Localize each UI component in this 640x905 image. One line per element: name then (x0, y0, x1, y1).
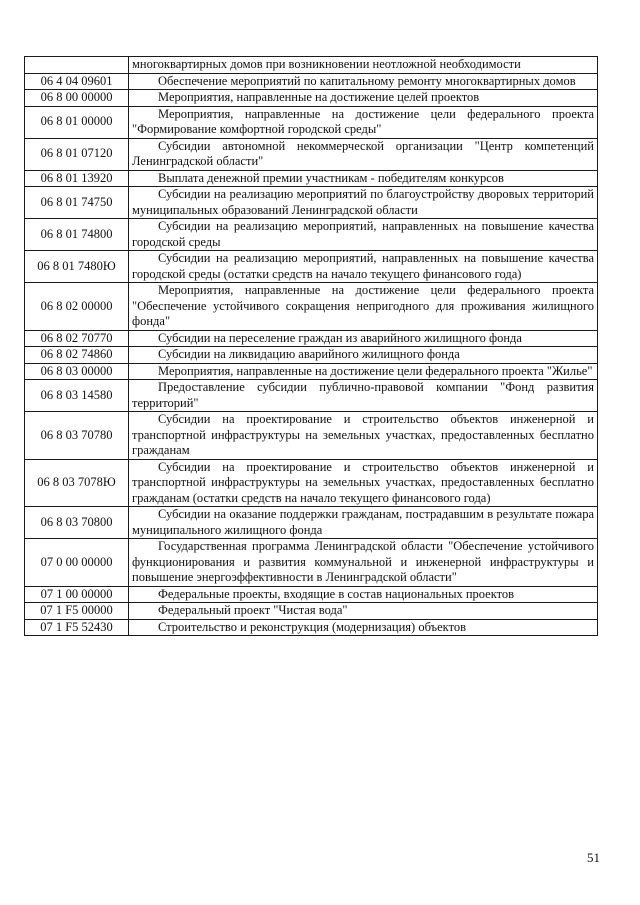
row-description: Строительство и реконструкция (модернизация) объектов (129, 619, 598, 636)
table-row (25, 603, 598, 620)
classification-code: 06 4 04 09601 (25, 73, 129, 90)
row-description: Федеральный проект "Чистая вода" (129, 603, 598, 620)
row-description: Субсидии на переселение граждан из аварийного жилищного фонда (129, 330, 598, 347)
row-description: Субсидии на проектирование и строительство объектов инженерной и транспортной инфраструктуры на земельных участках, предоставленных бесплатно гражданам (129, 412, 598, 460)
table-row (25, 619, 598, 636)
classification-code: 06 8 02 00000 (25, 283, 129, 331)
row-description: Субсидии на реализацию мероприятий по благоустройству дворовых территорий муниципальных образований Ленинградской области (129, 187, 598, 219)
row-description: Субсидии на реализацию мероприятий, направленных на повышение качества городской среды (129, 219, 598, 251)
table-row (25, 363, 598, 380)
classification-code (25, 57, 129, 74)
classification-code: 06 8 03 7078Ю (25, 459, 129, 507)
budget-classification-table (24, 56, 598, 636)
row-description: Субсидии на реализацию мероприятий, направленных на повышение качества городской среды (остатки средств на начало текущего финансового года) (129, 251, 598, 283)
table-row (25, 507, 598, 539)
row-description: Обеспечение мероприятий по капитальному ремонту многоквартирных домов (129, 73, 598, 90)
classification-code: 06 8 01 07120 (25, 138, 129, 170)
table-row (25, 187, 598, 219)
row-description: Мероприятия, направленные на достижение цели федерального проекта "Формирование комфортной городской среды" (129, 106, 598, 138)
table-row (25, 57, 598, 74)
table-row (25, 138, 598, 170)
classification-code: 07 1 F5 00000 (25, 603, 129, 620)
table-row (25, 347, 598, 364)
table-body (25, 57, 598, 636)
table-row (25, 330, 598, 347)
classification-code: 07 1 F5 52430 (25, 619, 129, 636)
page-number: 51 (587, 850, 600, 865)
table-row (25, 106, 598, 138)
classification-code: 06 8 03 70800 (25, 507, 129, 539)
row-description: Предоставление субсидии публично-правовой компании "Фонд развития территорий" (129, 380, 598, 412)
table-row (25, 170, 598, 187)
table-row (25, 412, 598, 460)
row-description: Субсидии на оказание поддержки гражданам, пострадавшим в результате пожара муниципального жилищного фонда (129, 507, 598, 539)
table-row (25, 73, 598, 90)
classification-code: 06 8 03 14580 (25, 380, 129, 412)
row-description: Субсидии на проектирование и строительство объектов инженерной и транспортной инфраструктуры на земельных участках, предоставленных бесплатно гражданам (остатки средств на начало текущего финансового года) (129, 459, 598, 507)
row-description: Мероприятия, направленные на достижение целей проектов (129, 90, 598, 107)
classification-code: 06 8 02 74860 (25, 347, 129, 364)
classification-code: 06 8 02 70770 (25, 330, 129, 347)
classification-code: 06 8 01 74800 (25, 219, 129, 251)
row-description: Федеральные проекты, входящие в состав национальных проектов (129, 586, 598, 603)
table-row (25, 90, 598, 107)
row-description: Мероприятия, направленные на достижение цели федерального проекта "Обеспечение устойчивого сокращения непригодного для проживания жилищного фонда" (129, 283, 598, 331)
table-row (25, 586, 598, 603)
table-row (25, 539, 598, 587)
table-row (25, 219, 598, 251)
table-row (25, 380, 598, 412)
classification-code: 06 8 03 70780 (25, 412, 129, 460)
classification-code: 06 8 03 00000 (25, 363, 129, 380)
row-description: Выплата денежной премии участникам - победителям конкурсов (129, 170, 598, 187)
classification-code: 07 0 00 00000 (25, 539, 129, 587)
classification-code: 06 8 01 00000 (25, 106, 129, 138)
row-description: Государственная программа Ленинградской области "Обеспечение устойчивого функционирования и развития коммунальной и инженерной инфраструктуры и повышение энергоэффективности в Ленинградской области" (129, 539, 598, 587)
row-description: Субсидии автономной некоммерческой организации "Центр компетенций Ленинградской области" (129, 138, 598, 170)
classification-code: 06 8 01 74750 (25, 187, 129, 219)
classification-code: 07 1 00 00000 (25, 586, 129, 603)
classification-code: 06 8 00 00000 (25, 90, 129, 107)
table-row (25, 459, 598, 507)
row-description: многоквартирных домов при возникновении неотложной необходимости (129, 57, 598, 74)
row-description: Субсидии на ликвидацию аварийного жилищного фонда (129, 347, 598, 364)
row-description: Мероприятия, направленные на достижение цели федерального проекта "Жилье" (129, 363, 598, 380)
classification-code: 06 8 01 7480Ю (25, 251, 129, 283)
classification-code: 06 8 01 13920 (25, 170, 129, 187)
table-row (25, 251, 598, 283)
table-row (25, 283, 598, 331)
